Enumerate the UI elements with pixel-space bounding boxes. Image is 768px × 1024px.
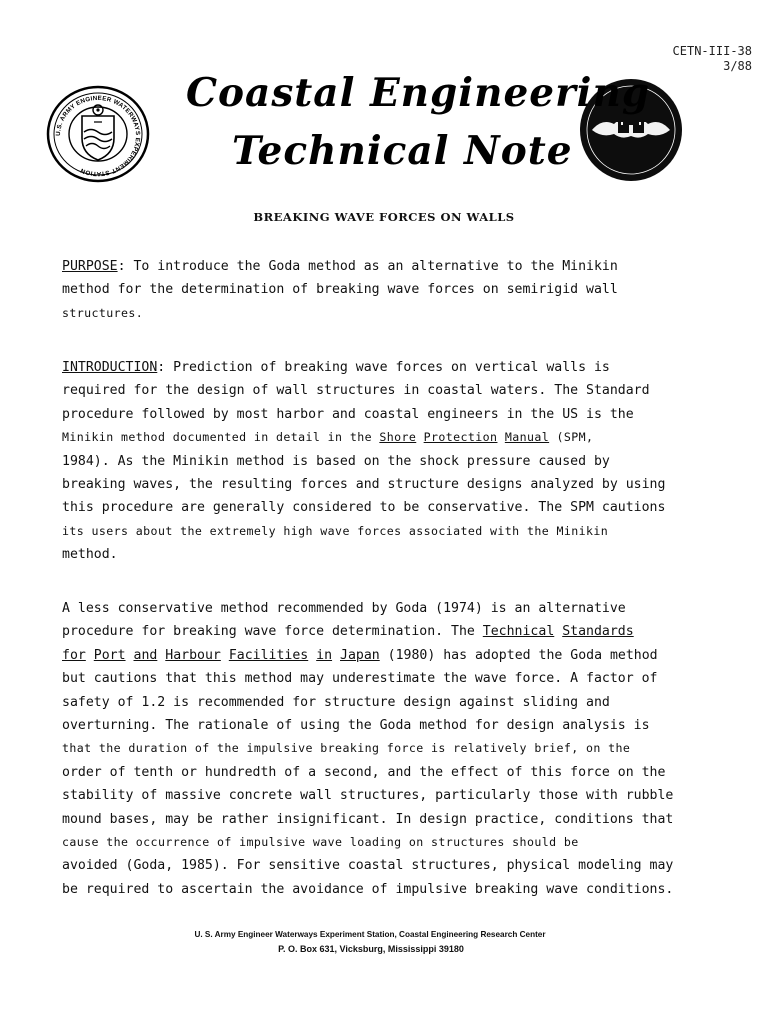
- seal-ring-text: U.S. ARMY ENGINEER WATERWAYS EXPERIMENT STATION: [54, 94, 142, 178]
- purpose-section: [62, 255, 694, 325]
- doc-date-text: 3/88: [723, 59, 752, 73]
- para-line: [62, 620, 694, 643]
- purpose-line: structures.: [62, 305, 144, 320]
- intro-line: 1984). As the Minikin method is based on the shock pressure caused by: [62, 453, 610, 469]
- ref-technical: Technical: [482, 624, 555, 640]
- para-line: be required to ascertain the avoidance of impulsive breaking wave conditions.: [62, 881, 674, 897]
- spm-ref-manual: Manual: [504, 430, 550, 445]
- intro-line: required for the design of wall structures in coastal waters. The Standard: [62, 383, 650, 399]
- goda-method-paragraph: [62, 597, 694, 901]
- intro-line: its users about the extremely high wave forces associated with the Minikin: [62, 523, 609, 538]
- footer-mailing-address: P. O. Box 631, Vicksburg, Mississippi 39180: [278, 944, 464, 954]
- footer-organization: U. S. Army Engineer Waterways Experiment Station, Coastal Engineering Research Center: [194, 930, 546, 939]
- doc-number-text: CETN-III-38: [672, 44, 752, 58]
- intro-line: method.: [62, 547, 118, 563]
- intro-line: breaking waves, the resulting forces and structure designs analyzed by using: [62, 477, 666, 493]
- para-line: but cautions that this method may underestimate the wave force. A factor of: [62, 671, 658, 687]
- document-title: BREAKING WAVE FORCES ON WALLS: [253, 210, 515, 224]
- introduction-heading: INTRODUCTION: [62, 360, 158, 375]
- introduction-section: [62, 356, 694, 567]
- para-line: overturning. The rationale of using the Goda method for design analysis is: [62, 718, 650, 734]
- para-line: A less conservative method recommended by Goda (1974) is an alternative: [62, 601, 626, 616]
- para-line: stability of massive concrete wall structures, particularly those with rubble: [62, 788, 674, 804]
- ref-port: Port: [93, 647, 126, 663]
- intro-line: this procedure are generally considered to be conservative. The SPM cautions: [62, 500, 666, 516]
- purpose-heading: PURPOSE: [62, 259, 118, 274]
- spm-ref-shore: Shore: [379, 430, 417, 445]
- para-line: [62, 644, 694, 667]
- para-line: mound bases, may be rather insignificant. In design practice, conditions that: [62, 811, 674, 827]
- intro-text: (SPM,: [549, 430, 594, 445]
- para-line: avoided (Goda, 1985). For sensitive coastal structures, physical modeling may: [62, 858, 674, 874]
- document-number: [673, 44, 752, 74]
- intro-line: [62, 426, 694, 449]
- para-text: procedure for breaking wave force determination. The: [62, 624, 483, 640]
- para-text: (1980) has adopted the Goda method: [379, 647, 658, 663]
- purpose-text: To introduce the Goda method as an alternative to the Minikin: [133, 259, 618, 274]
- masthead-subtitle: Technical Note: [232, 128, 573, 174]
- ref-japan: Japan: [340, 647, 380, 663]
- ref-for: for: [62, 647, 86, 663]
- wes-seal-icon: [44, 84, 152, 184]
- intro-line: procedure followed by most harbor and coastal engineers in the US is the: [62, 406, 634, 422]
- ref-in: in: [316, 647, 333, 663]
- purpose-line: method for the determination of breaking wave forces on semirigid wall: [62, 282, 618, 298]
- footer-address: [0, 928, 768, 956]
- ref-harbour: Harbour: [165, 647, 221, 663]
- para-line: order of tenth or hundredth of a second, and the effect of this force on the: [62, 764, 666, 780]
- ref-standards: Standards: [562, 624, 634, 640]
- ref-and: and: [133, 647, 158, 663]
- masthead-title: Coastal Engineering: [186, 70, 651, 116]
- purpose-line: PURPOSE: To introduce the Goda method as an alternative to the Minikin: [62, 259, 618, 274]
- para-line: safety of 1.2 is recommended for structure design against sliding and: [62, 694, 610, 710]
- intro-line: INTRODUCTION: Prediction of breaking wave forces on vertical walls is: [62, 360, 610, 375]
- para-line: that the duration of the impulsive breaking force is relatively brief, on the: [62, 741, 631, 756]
- intro-text: Prediction of breaking wave forces on vertical walls is: [173, 360, 610, 375]
- spm-ref-protection: Protection: [423, 430, 498, 445]
- ref-facilities: Facilities: [228, 647, 309, 663]
- intro-text: Minikin method documented in detail in the: [62, 430, 380, 445]
- para-line: cause the occurrence of impulsive wave loading on structures should be: [62, 835, 579, 850]
